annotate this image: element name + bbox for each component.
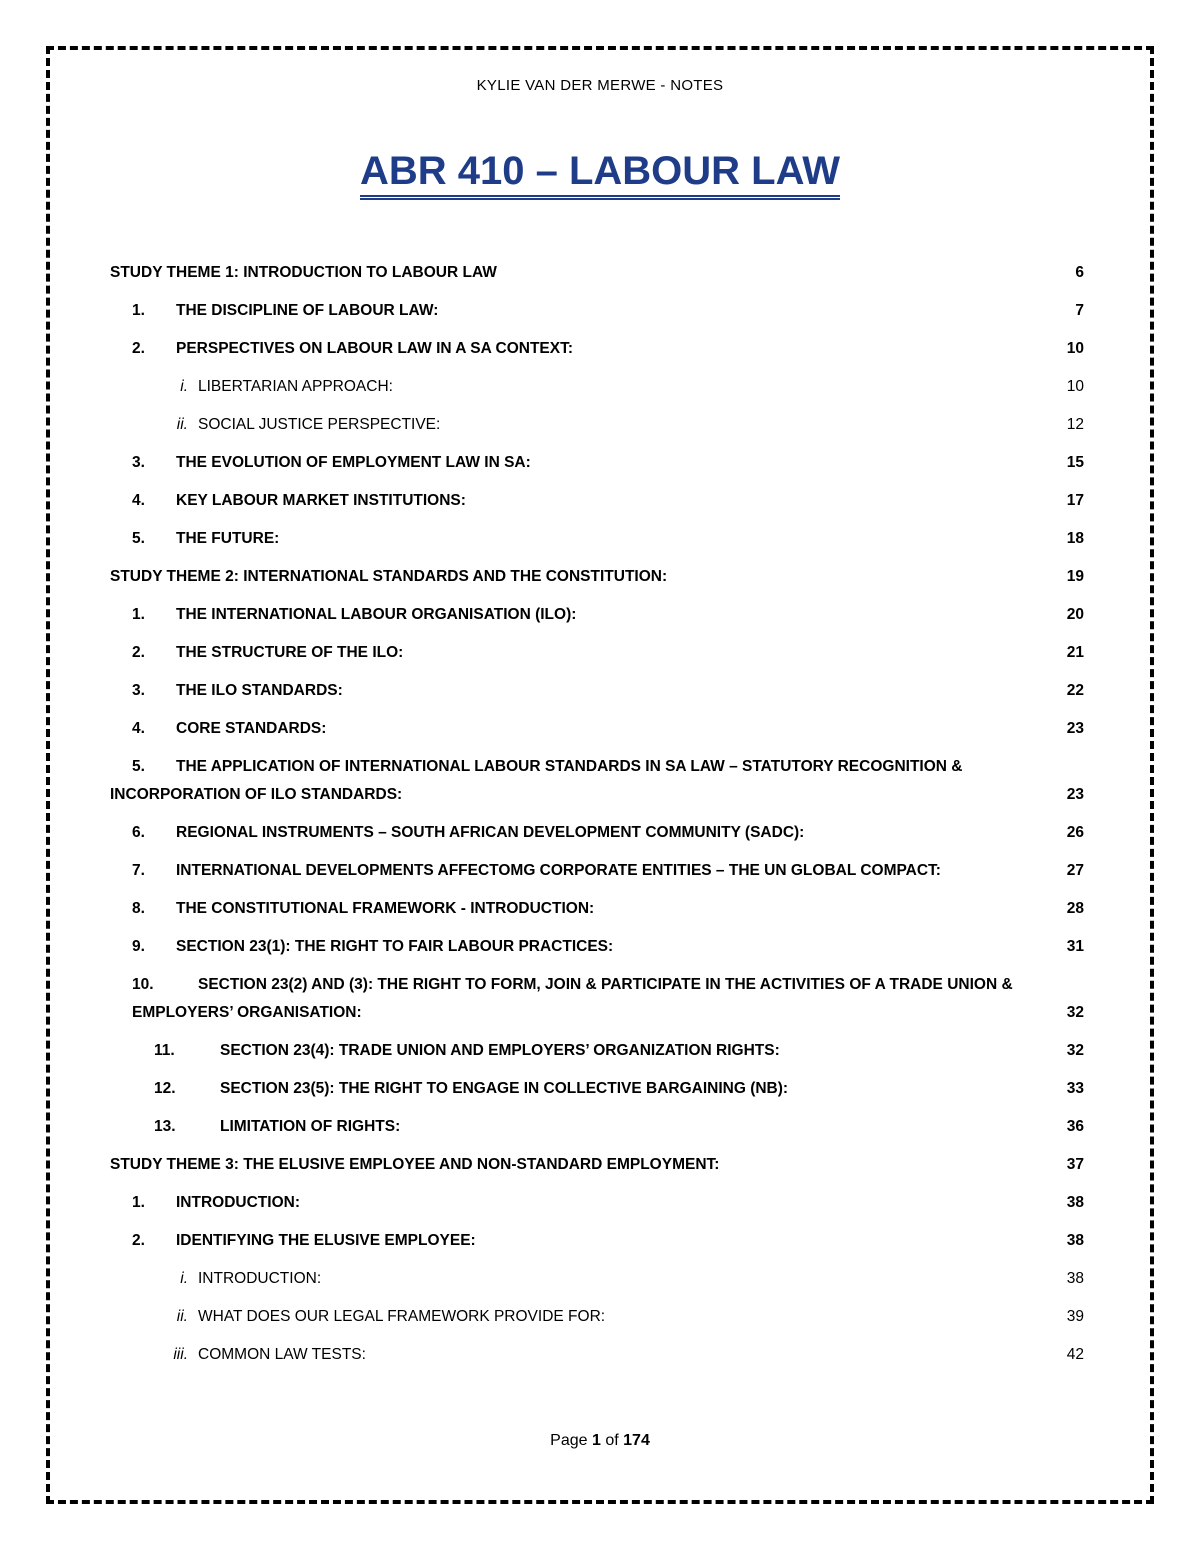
toc-entry-title: COMMON LAW TESTS: [198,1346,366,1363]
toc-entry-number: 5. [132,758,145,775]
toc-entry-number: 2. [132,340,145,357]
page-footer [0,1432,1200,1450]
toc-entry-page-number: 10 [1066,378,1084,395]
footer-total-pages: 174 [623,1432,650,1449]
table-of-contents [110,259,1084,1379]
toc-entry-page-number: 23 [1066,720,1084,737]
toc-entry-number: 7. [132,862,145,879]
toc-entry-page-number: 28 [1066,900,1084,917]
toc-entry-title: KEY LABOUR MARKET INSTITUTIONS: [176,492,466,509]
toc-entry-number: 6. [132,824,145,841]
toc-entry-title: CORE STANDARDS: [176,720,327,737]
toc-entry[interactable] [110,639,1084,667]
toc-entry-title: REGIONAL INSTRUMENTS – SOUTH AFRICAN DEVELOPMENT COMMUNITY (SADC): [176,824,805,841]
toc-entry-title: INTERNATIONAL DEVELOPMENTS AFFECTOMG CORPORATE ENTITIES – THE UN GLOBAL COMPACT: [176,862,941,879]
toc-entry-number: 12. [154,1080,176,1097]
toc-subentry[interactable] [110,373,1084,401]
toc-entry-title: STUDY THEME 2: INTERNATIONAL STANDARDS AND THE CONSTITUTION: [110,568,668,585]
toc-entry-page-number: 10 [1066,340,1084,357]
toc-entry-title: THE APPLICATION OF INTERNATIONAL LABOUR STANDARDS IN SA LAW – STATUTORY RECOGNITION & INCORPORATION OF ILO STANDARDS: [110,758,963,803]
toc-entry-title: THE INTERNATIONAL LABOUR ORGANISATION (ILO): [176,606,577,623]
toc-theme-entry[interactable] [110,563,1084,591]
toc-entry-title: WHAT DOES OUR LEGAL FRAMEWORK PROVIDE FOR: [198,1308,606,1325]
toc-entry-number: 10. [132,976,154,993]
toc-entry-number: 3. [132,682,145,699]
toc-entry-number: 1. [132,302,145,319]
toc-entry-page-number: 6 [1075,264,1084,281]
toc-entry-page-number: 32 [1066,1042,1084,1059]
toc-entry[interactable] [110,487,1084,515]
toc-entry[interactable] [110,715,1084,743]
toc-entry-number: 1. [132,606,145,623]
toc-entry-title: SECTION 23(5): THE RIGHT TO ENGAGE IN COLLECTIVE BARGAINING (NB): [220,1080,789,1097]
toc-entry[interactable] [110,525,1084,553]
toc-entry-number: 8. [132,900,145,917]
toc-entry[interactable] [110,1227,1084,1255]
toc-entry-page-number: 33 [1066,1080,1084,1097]
toc-entry-page-number: 22 [1066,682,1084,699]
toc-entry[interactable] [110,933,1084,961]
toc-entry-page-number: 32 [1066,1004,1084,1021]
toc-entry[interactable] [110,1037,1084,1065]
toc-entry-page-number: 15 [1066,454,1084,471]
toc-entry-number: i. [180,378,188,395]
toc-entry-title: INTRODUCTION: [198,1270,322,1287]
toc-entry[interactable] [110,297,1084,325]
toc-entry[interactable] [110,335,1084,363]
toc-entry-title: SECTION 23(1): THE RIGHT TO FAIR LABOUR PRACTICES: [176,938,614,955]
toc-entry-page-number: 12 [1066,416,1084,433]
toc-entry-page-number: 27 [1066,862,1084,879]
toc-entry[interactable] [110,753,1084,809]
toc-entry-number: 4. [132,720,145,737]
toc-entry-page-number: 19 [1066,568,1084,585]
document-title-text: ABR 410 – LABOUR LAW [360,148,840,200]
toc-entry-page-number: 23 [1066,786,1084,803]
toc-entry[interactable] [110,1075,1084,1103]
toc-subentry[interactable] [110,1341,1084,1369]
toc-entry-number: 5. [132,530,145,547]
toc-entry-page-number: 18 [1066,530,1084,547]
page-header: KYLIE VAN DER MERWE - NOTES [476,77,724,94]
toc-subentry[interactable] [110,1265,1084,1293]
toc-entry[interactable] [110,971,1084,1027]
toc-subentry[interactable] [110,411,1084,439]
toc-entry-number: 11. [154,1042,175,1059]
toc-entry-title: SOCIAL JUSTICE PERSPECTIVE: [198,416,441,433]
toc-entry-page-number: 38 [1066,1270,1084,1287]
toc-entry-number: 2. [132,644,145,661]
toc-entry-title: THE DISCIPLINE OF LABOUR LAW: [176,302,439,319]
toc-entry-page-number: 39 [1066,1308,1084,1325]
toc-entry-title: STUDY THEME 3: THE ELUSIVE EMPLOYEE AND NON-STANDARD EMPLOYMENT: [110,1156,720,1173]
toc-entry-number: i. [180,1270,188,1287]
toc-entry-page-number: 17 [1066,492,1084,509]
toc-entry-title: SECTION 23(4): TRADE UNION AND EMPLOYERS’ ORGANIZATION RIGHTS: [220,1042,780,1059]
toc-entry-page-number: 42 [1066,1346,1084,1363]
footer-of: of [605,1432,619,1449]
toc-entry-page-number: 38 [1066,1232,1084,1249]
toc-entry-title: LIBERTARIAN APPROACH: [198,378,393,395]
toc-entry-page-number: 38 [1066,1194,1084,1211]
toc-entry[interactable] [110,857,1084,885]
toc-subentry[interactable] [110,1303,1084,1331]
toc-entry-title: STUDY THEME 1: INTRODUCTION TO LABOUR LAW [110,264,497,281]
toc-entry[interactable] [110,1189,1084,1217]
toc-entry-number: 4. [132,492,145,509]
toc-entry-title: THE ILO STANDARDS: [176,682,343,699]
footer-prefix: Page [550,1432,588,1449]
toc-entry-page-number: 20 [1066,606,1084,623]
document-title [0,148,1200,200]
toc-entry-title: PERSPECTIVES ON LABOUR LAW IN A SA CONTEXT: [176,340,573,357]
toc-entry-title: THE CONSTITUTIONAL FRAMEWORK - INTRODUCTION: [176,900,595,917]
toc-entry[interactable] [110,449,1084,477]
toc-entry-title: THE EVOLUTION OF EMPLOYMENT LAW IN SA: [176,454,531,471]
toc-entry-title: SECTION 23(2) AND (3): THE RIGHT TO FORM, JOIN & PARTICIPATE IN THE ACTIVITIES OF A TRADE UNION & EMPLOYERS’ ORGANISATION: [132,976,1013,1021]
toc-entry-number: 2. [132,1232,145,1249]
toc-entry-number: iii. [173,1346,188,1363]
toc-entry[interactable] [110,895,1084,923]
toc-entry-number: 3. [132,454,145,471]
toc-entry-title: LIMITATION OF RIGHTS: [220,1118,401,1135]
toc-entry-page-number: 31 [1066,938,1084,955]
toc-theme-entry[interactable] [110,259,1084,287]
toc-entry-title: THE FUTURE: [176,530,280,547]
toc-entry-number: ii. [176,1308,188,1325]
toc-entry-page-number: 21 [1066,644,1084,661]
toc-entry-page-number: 26 [1066,824,1084,841]
toc-entry-number: 1. [132,1194,145,1211]
toc-entry[interactable] [110,601,1084,629]
toc-entry-page-number: 37 [1066,1156,1084,1173]
toc-entry-title: INTRODUCTION: [176,1194,300,1211]
footer-current-page: 1 [591,1432,601,1449]
toc-entry-title: IDENTIFYING THE ELUSIVE EMPLOYEE: [176,1232,476,1249]
toc-entry-title: THE STRUCTURE OF THE ILO: [176,644,404,661]
toc-theme-entry[interactable] [110,1151,1084,1179]
toc-entry[interactable] [110,1113,1084,1141]
toc-entry[interactable] [110,677,1084,705]
toc-entry[interactable] [110,819,1084,847]
toc-entry-number: 13. [154,1118,176,1135]
toc-entry-number: 9. [132,938,145,955]
toc-entry-page-number: 7 [1075,302,1084,319]
toc-entry-number: ii. [176,416,188,433]
toc-entry-page-number: 36 [1066,1118,1084,1135]
